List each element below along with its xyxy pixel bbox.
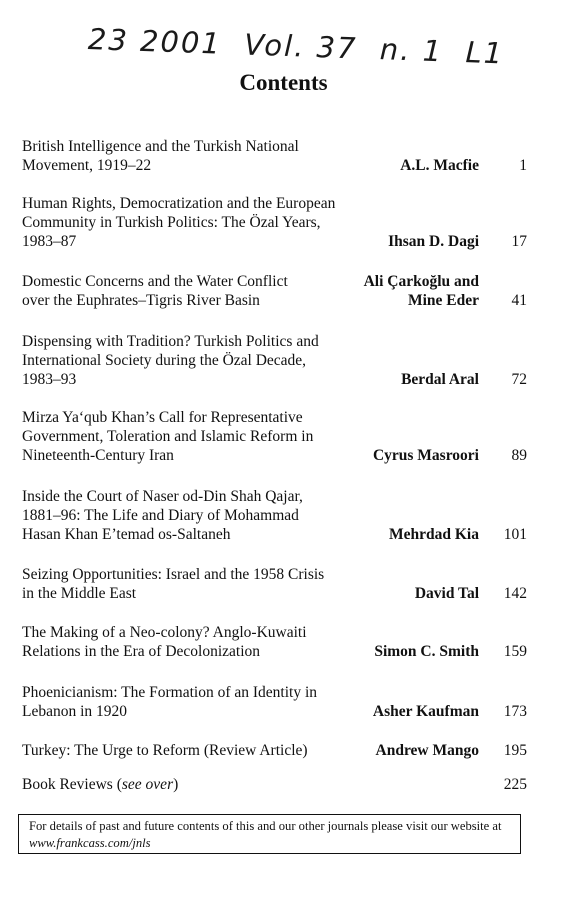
entry-page: 17 <box>511 233 527 250</box>
handwritten-text: 23 2001 Vol. 37 n. 1 L1 <box>87 22 505 71</box>
book-reviews-label: Book Reviews ( <box>22 776 122 793</box>
entry-title: British Intelligence and the Turkish National Movement, 1919–22 <box>22 138 299 174</box>
toc-entry <box>22 565 527 625</box>
entry-title: Dispensing with Tradition? Turkish Politics and International Society during the Özal Decade, 1983–93 <box>22 333 319 388</box>
toc-entry <box>22 272 527 332</box>
entry-author: Asher Kaufman <box>372 703 479 720</box>
notice-url[interactable]: www.frankcass.com/jnls <box>29 836 151 850</box>
entry-page: 89 <box>511 447 527 464</box>
entry-page: 1 <box>519 157 527 174</box>
entry-author: Andrew Mango <box>375 742 479 759</box>
book-reviews-close: ) <box>173 776 179 793</box>
toc-entry <box>22 194 527 254</box>
toc-entry <box>22 332 527 392</box>
entry-author: Ihsan D. Dagi <box>388 233 479 250</box>
entry-author: A.L. Macfie <box>400 157 479 174</box>
entry-page: 142 <box>503 585 527 602</box>
entry-author: Mehrdad Kia <box>389 526 479 543</box>
toc-entry <box>22 487 527 547</box>
entry-page: 159 <box>503 643 527 660</box>
entry-page: 41 <box>511 292 527 309</box>
toc-entry <box>22 408 527 468</box>
page-title: Contents <box>239 70 328 95</box>
toc-entry <box>22 137 527 197</box>
entry-page: 72 <box>511 371 527 388</box>
entry-title: Phoenicianism: The Formation of an Identity in Lebanon in 1920 <box>22 684 318 720</box>
book-reviews-page: 225 <box>503 776 527 793</box>
entry-title: The Making of a Neo-colony? Anglo-Kuwaiti Relations in the Era of Decolonization <box>22 624 307 660</box>
book-reviews-italic: see over <box>121 776 174 793</box>
entry-title: Seizing Opportunities: Israel and the 1958 Crisis in the Middle East <box>22 566 325 602</box>
toc-entry <box>22 683 527 743</box>
entry-title: Inside the Court of Naser od-Din Shah Qajar, 1881–96: The Life and Diary of Mohammad Hasan Khan E’temad os-Saltaneh <box>22 488 303 543</box>
entry-author: David Tal <box>414 585 479 602</box>
notice-text: For details of past and future contents of this and our other journals please visit our website at <box>29 819 502 833</box>
entry-title: Domestic Concerns and the Water Conflict over the Euphrates–Tigris River Basin <box>22 273 288 309</box>
entry-title: Human Rights, Democratization and the European Community in Turkish Politics: The Özal Years, 1983–87 <box>22 195 336 250</box>
handwritten-annotation <box>88 20 558 72</box>
entry-title: Mirza Ya‘qub Khan’s Call for Representative Government, Toleration and Islamic Reform in Nineteenth-Century Iran <box>22 409 314 464</box>
entry-author: Simon C. Smith <box>374 643 479 660</box>
entry-title: Turkey: The Urge to Reform (Review Article) <box>22 742 308 759</box>
toc-entry <box>22 623 527 683</box>
website-notice <box>18 814 521 854</box>
entry-page: 173 <box>503 703 527 720</box>
entry-author: Cyrus Masroori <box>372 447 479 464</box>
entry-page: 101 <box>503 526 527 543</box>
entry-author: Berdal Aral <box>401 371 479 388</box>
entry-author: Ali Çarkoğlu and Mine Eder <box>363 273 479 309</box>
book-reviews-entry <box>22 775 527 794</box>
entry-page: 195 <box>503 742 527 759</box>
